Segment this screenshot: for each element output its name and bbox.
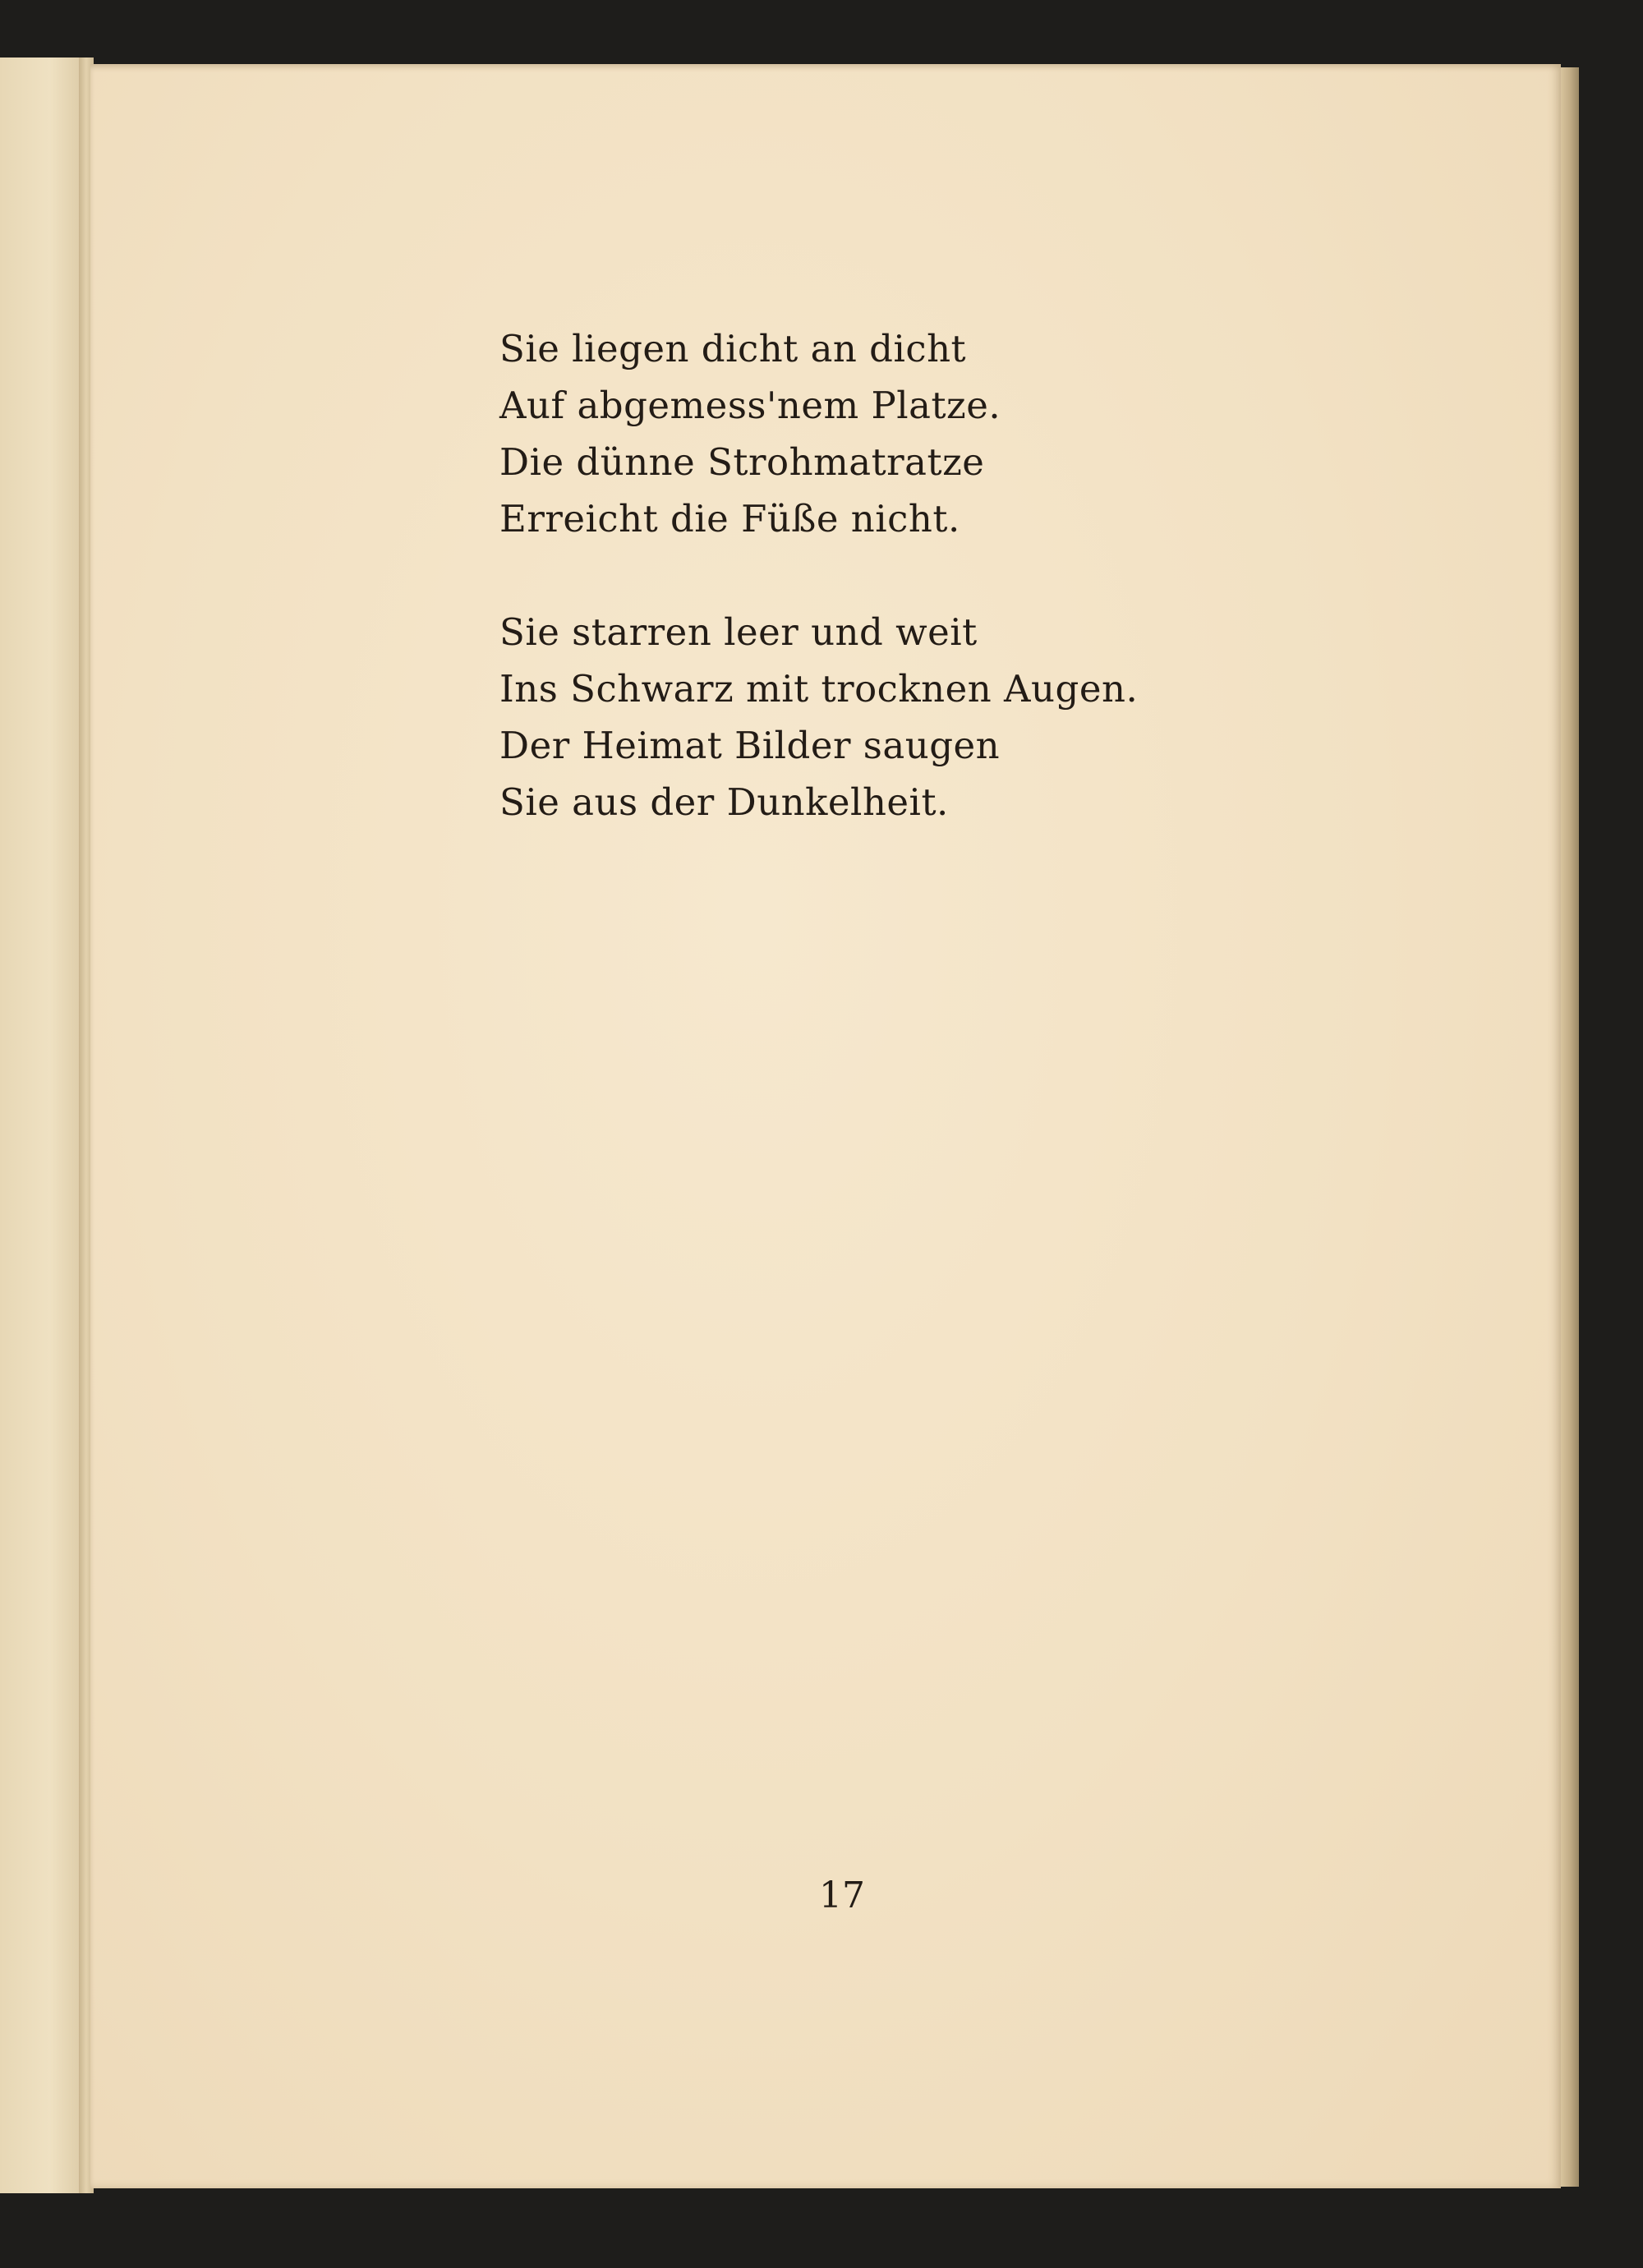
book-page bbox=[90, 64, 1561, 2188]
poem-line: Der Heimat Bilder saugen bbox=[499, 724, 1001, 767]
poem-line: Erreicht die Füße nicht. bbox=[499, 497, 960, 541]
poem-line: Sie liegen dicht an dicht bbox=[499, 327, 967, 370]
page-stack-edge bbox=[1561, 67, 1579, 2187]
poem bbox=[499, 320, 1138, 830]
left-page-edge bbox=[0, 58, 90, 2193]
poem-line: Auf abgemess'nem Platze. bbox=[499, 384, 1001, 427]
poem-line: Sie starren leer und weit bbox=[499, 610, 978, 654]
page-number: 17 bbox=[819, 1875, 865, 1916]
stanza-1 bbox=[499, 320, 1138, 547]
poem-line: Ins Schwarz mit trocknen Augen. bbox=[499, 667, 1139, 711]
poem-line: Die dünne Strohmatratze bbox=[499, 440, 985, 484]
stanza-2 bbox=[499, 604, 1138, 830]
poem-line: Sie aus der Dunkelheit. bbox=[499, 780, 949, 824]
